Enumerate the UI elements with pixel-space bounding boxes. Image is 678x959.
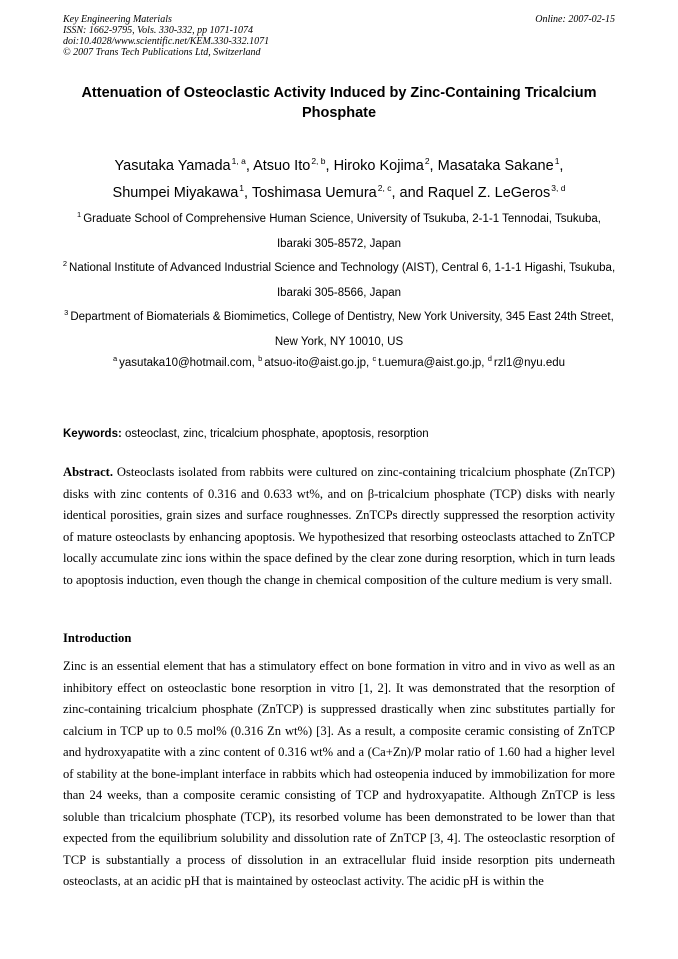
email-list: $^a$ yasutaka10@hotmail.com, $^b$ atsuo-ito@aist.go.jp, $^c$ t.uemura@aist.go.jp, $^d$ rzl1@nyu.edu — [112, 354, 566, 369]
copyright-line: © 2007 Trans Tech Publications Ltd, Switzerland — [63, 47, 261, 58]
affiliation: $^3$ Department of Biomaterials & Biomimetics, College of Dentistry, New York University, 345 East 24th Street, New York, NY 10010, US — [64, 308, 614, 348]
email-link[interactable]: atsuo-ito@aist.go.jp — [264, 357, 367, 369]
paper-title: Attenuation of Osteoclastic Activity Induced by Zinc-Containing Tricalcium Phosphate — [81, 85, 597, 121]
keywords-label: Keywords: — [63, 428, 122, 440]
author: Hiroko Kojima$^2$, — [333, 156, 434, 174]
abstract-label: Abstract. — [63, 465, 114, 479]
author: Masataka Sakane$^1$, — [437, 156, 564, 174]
keywords-text: osteoclast, zinc, tricalcium phosphate, apoptosis, resorption — [125, 428, 429, 440]
online-date: Online: 2007-02-15 — [535, 14, 615, 25]
author: Yasutaka Yamada$^{1, a}$, — [114, 156, 250, 174]
journal-header — [63, 14, 615, 58]
keywords — [63, 426, 615, 442]
author-list — [60, 153, 618, 207]
author: Toshimasa Uemura$^{2, c}$, — [251, 183, 396, 201]
author: and Raquel Z. LeGeros$^{3, d}$ — [399, 183, 566, 201]
doi-line[interactable]: doi:10.4028/www.scientific.net/KEM.330-332.1071 — [63, 36, 270, 47]
abstract — [63, 462, 615, 591]
author: Shumpei Miyakawa$^1$, — [112, 183, 249, 201]
affiliation: $^1$ Graduate School of Comprehensive Human Science, University of Tsukuba, 2-1-1 Tennodai, Tsukuba, Ibaraki 305-8572, Japan — [77, 210, 601, 250]
affiliation: $^2$ National Institute of Advanced Industrial Science and Technology (AIST), Central 6, 1-1-1 Higashi, Tsukuba, Ibaraki 305-8566, Japan — [62, 259, 616, 299]
email-link[interactable]: t.uemura@aist.go.jp — [378, 357, 482, 369]
introduction-body: Zinc is an essential element that has a stimulatory effect on bone formation in vitro and in vivo as well as an inhibitory effect on osteoclastic bone resorption in vitro [1, 2]. It was demonstrated that the resorption of zinc-containing tricalcium phosphate (ZnTCP) is suppressed drastically when zinc substitutes partially for calcium in TCP up to 0.5 mol% (0.316 Zn wt%) [3]. As a result, a composite ceramic consisting of ZnTCP and hydroxyapatite with a zinc content of 0.316 wt% and a (Ca+Zn)/P molar ratio of 1.60 had a higher level of stability at the bone-implant interface in rabbits which had osteopenia induced by immobilization for more than 24 weeks, than a composite ceramic consisting of TCP and hydroxyapatite. Although ZnTCP is less soluble than tricalcium phosphate (TCP), its resorbed volume has been demonstrated to be lower than that expected from the equilibrium solubility and dissolution rate of ZnTCP [3, 4]. The osteoclastic resorption of TCP is substantially a process of dissolution in an extracellular fluid inside resorption pits underneath osteoclasts, at an acidic pH that is maintained by osteoclast activity. The acidic pH is within the — [63, 659, 615, 888]
abstract-text: Osteoclasts isolated from rabbits were cultured on zinc-containing tricalcium phosphate (ZnTCP) disks with zinc contents of 0.316 and 0.633 wt%, and on β-tricalcium phosphate (TCP) disks with nearly identical porosities, grain sizes and surface roughnesses. ZnTCPs directly suppressed the resorption activity of mature osteoclasts by enhancing apoptosis. We hypothesized that resorbing osteoclasts attached to ZnTCP locally accumulate zinc ions within the space defined by the clear zone during resorption, which in turn leads to apoptosis induction, even though the change in chemical composition of the culture medium is very small. — [63, 465, 615, 587]
journal-name: Key Engineering Materials — [63, 14, 172, 25]
author: Atsuo Ito$^{2, b}$, — [253, 156, 330, 174]
issn-line: ISSN: 1662-9795, Vols. 330-332, pp 1071-1074 — [63, 25, 253, 36]
email-link[interactable]: rzl1@nyu.edu — [493, 357, 566, 369]
section-heading: Introduction — [63, 631, 132, 645]
email-link[interactable]: yasutaka10@hotmail.com — [119, 357, 252, 369]
